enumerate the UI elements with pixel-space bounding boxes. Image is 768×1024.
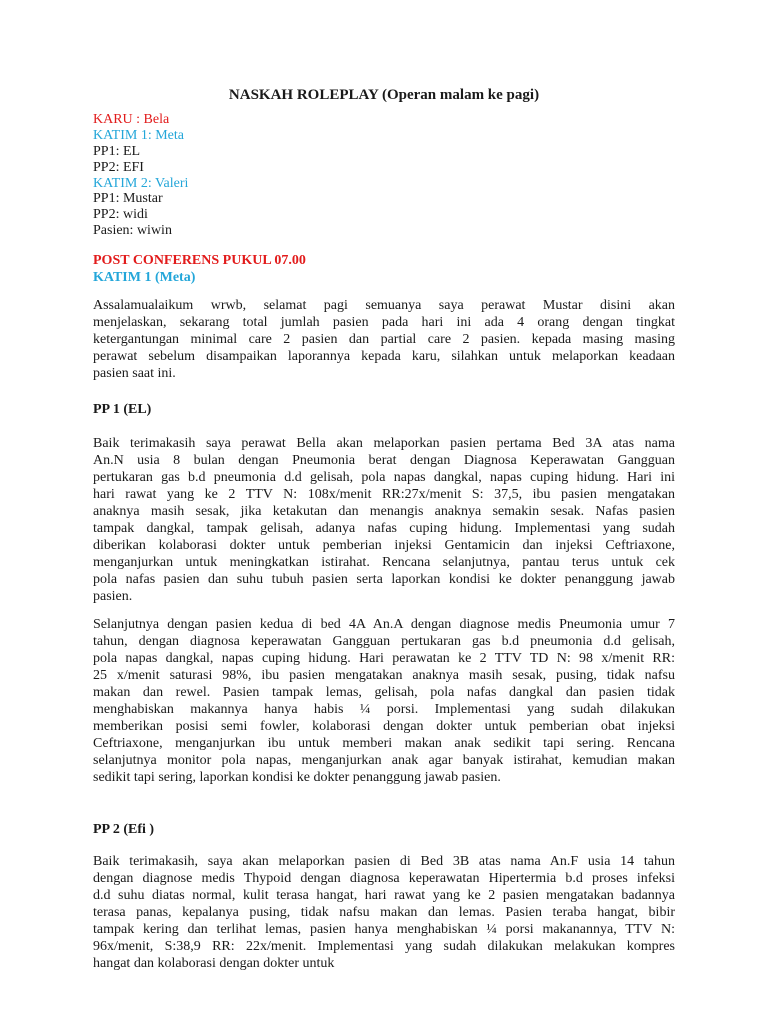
- paragraph-line: pasien.: [93, 589, 133, 604]
- role-roster: [93, 112, 188, 239]
- paragraph-line: menjelaskan, sekarang total jumlah pasien pada hari ini ada 4 orang dengan tingkat: [93, 315, 675, 330]
- paragraph-line: pola napas dangkal, napas cuping hidung. Hari perawatan ke 2 TTV TD N: 98 x/menit RR:: [93, 651, 675, 666]
- paragraph-line: Assalamualaikum wrwb, selamat pagi semuanya saya perawat Mustar disini akan: [93, 298, 675, 313]
- paragraph-line: hari rawat yang ke 2 TTV N: 108x/menit RR:27x/menit S: 37,5, ibu pasien mengatakan: [93, 487, 675, 502]
- pp1-heading: PP 1 (EL): [93, 402, 152, 417]
- roster-pp2-efi: PP2: EFI: [93, 159, 144, 175]
- paragraph-line: An.N usia 8 bulan dengan Pneumonia berat dengan Diagnosa Keperawatan Gangguan: [93, 453, 675, 468]
- paragraph-line: anaknya masih sesak, jika ketakutan dan menangis anaknya semakin sesak. Nafas pasien: [93, 504, 675, 519]
- paragraph-line: Selanjutnya dengan pasien kedua di bed 4A An.A dengan diagnose medis Pneumonia umur 7: [93, 617, 675, 632]
- paragraph-line: pertukaran gas b.d pneumonia d.d gelisah, pola napas dangkal, napas cuping hidung. Hari ini: [93, 470, 675, 485]
- paragraph-line: 25 x/menit saturasi 98%, ibu pasien mengatakan anaknya masih sesak, pusing, tidak nafsu: [93, 668, 675, 683]
- paragraph-line: terasa panas, kepalanya pusing, tidak nafsu makan dan lemas. Pasien teraba hangat, bibir: [93, 905, 675, 920]
- paragraph-line: ketergantungan minimal care 2 pasien dan partial care 2 pasien. kepada masing masing: [93, 332, 675, 347]
- paragraph-line: pasien saat ini.: [93, 366, 176, 381]
- paragraph-line: pola nafas pasien dan suhu tubuh pasien serta laporkan kondisi ke dokter penanggung jawab: [93, 572, 675, 587]
- roster-karu: KARU : Bela: [93, 112, 170, 127]
- roster-pasien: Pasien: wiwin: [93, 223, 172, 239]
- pp2-paragraph: [93, 853, 675, 972]
- pp1-paragraph-2: [93, 616, 675, 786]
- pp2-heading: PP 2 (Efi ): [93, 822, 155, 837]
- paragraph-line: tahun, dengan diagnosa keperawatan Gangguan pertukaran gas b.d pneumonia d.d gelisah,: [93, 634, 675, 649]
- paragraph-line: memberikan posisi semi fowler, kolaborasi dengan dokter untuk pemberian obat injeksi: [93, 719, 675, 734]
- paragraph-line: tampak kering dan terlihat lemas, pasien hanya menghabiskan ¼ porsi makanannya, TTV N:: [93, 922, 675, 937]
- paragraph-line: selanjutnya monitor pola napas, menganjurkan anak agar banyak istirahat, kemudian makan: [93, 753, 675, 768]
- paragraph-line: diberikan kolaborasi dokter untuk pemberian injeksi Gentamicin dan injeksi Ceftriaxone,: [93, 538, 675, 553]
- roster-katim2: KATIM 2: Valeri: [93, 175, 189, 191]
- paragraph-line: hangat dan kolaborasi dengan dokter untuk: [93, 956, 335, 971]
- paragraph-line: d.d suhu diatas normal, kulit terasa hangat, hari rawat yang ke 2 pasien mengatakan badannya: [93, 888, 675, 903]
- roster-pp2-widi: PP2: widi: [93, 207, 148, 223]
- paragraph-line: tampak dangkal, tampak gelisah, adanya nafas cuping hidung. Implementasi yang sudah: [93, 521, 675, 536]
- roster-pp1-el: PP1: EL: [93, 143, 141, 159]
- paragraph-line: perawat sebelum disampaikan laporannya kepada karu, silahkan untuk melaporkan keadaan: [93, 349, 675, 364]
- roster-katim1: KATIM 1: Meta: [93, 127, 184, 143]
- paragraph-line: menganjurkan untuk meningkatkan istirahat. Rencana selanjutnya, pantau terus untuk cek: [93, 555, 675, 570]
- document-title: NASKAH ROLEPLAY (Operan malam ke pagi): [228, 87, 540, 103]
- roster-pp1-mustar: PP1: Mustar: [93, 191, 163, 207]
- post-conference-heading: POST CONFERENS PUKUL 07.00: [93, 253, 306, 268]
- post-conference-block: [93, 252, 306, 286]
- katim1-heading: KATIM 1 (Meta): [93, 270, 196, 285]
- pp1-paragraph-1: [93, 435, 675, 605]
- intro-paragraph: [93, 297, 675, 382]
- paragraph-line: Ceftriaxone, menganjurkan ibu untuk memberi makan anak sedikit tapi sering. Rencana: [93, 736, 675, 751]
- paragraph-line: menghabiskan makannya hanya habis ¼ porsi. Implementasi yang sudah dilakukan: [93, 702, 675, 717]
- paragraph-line: 96x/menit, S:38,9 RR: 22x/menit. Implementasi yang sudah dilakukan melakukan kompres: [93, 939, 675, 954]
- paragraph-line: Baik terimakasih saya perawat Bella akan melaporkan pasien pertama Bed 3A atas nama: [93, 436, 675, 451]
- paragraph-line: makan dan rewel. Pasien tampak lemas, gelisah, pola nafas dangkal dan pasien tidak: [93, 685, 675, 700]
- paragraph-line: dengan diagnose medis Thypoid dengan diagnosa keperawatan Hipertermia b.d proses infeksi: [93, 871, 675, 886]
- paragraph-line: Baik terimakasih, saya akan melaporkan pasien di Bed 3B atas nama An.F usia 14 tahun: [93, 854, 675, 869]
- paragraph-line: sedikit tapi sering, laporkan kondisi ke dokter penanggung jawab pasien.: [93, 770, 501, 785]
